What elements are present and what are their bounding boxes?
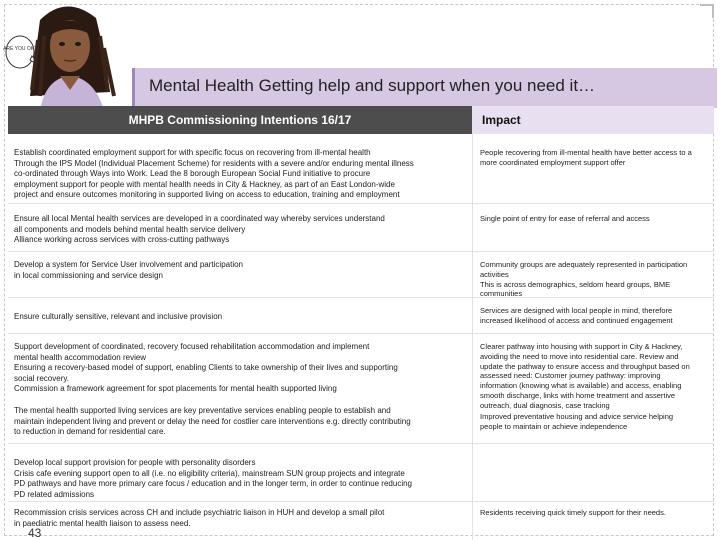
intention-cell: Recommission crisis services across CH and include psychiatric liaison in HUH and develop a small pilot in paediatric mental health liaison to assess need. bbox=[14, 508, 385, 528]
impact-cell: Services are designed with local people in mind, therefore increased likelihood of access and continued engagement bbox=[480, 306, 673, 325]
table-row bbox=[8, 444, 714, 502]
impact-cell: Residents receiving quick timely support for their needs. bbox=[480, 508, 666, 517]
impact-cell: Clearer pathway into housing with support in City & Hackney, avoiding the need to move into residential care. Review and update the pathway to ensure access and throughput based on assessed need: Customer journey pathway: improving information (knowing what is available) and access, enabling smooth discharge, links with home treatment and assertive outreach, dual diagnosis, case tracking bbox=[480, 342, 690, 410]
impact-cell: Improved preventative housing and advice service helping people to maintain or achieve independence bbox=[480, 412, 674, 431]
table-header bbox=[8, 106, 714, 134]
intention-cell: Ensure all local Mental health services are developed in a coordinated way whereby services understand all components and models behind mental health service delivery Alliance working across services with cross-cutting pathways bbox=[14, 214, 385, 244]
impact-cell: Community groups are adequately represented in participation activities This is across demographics, seldom heard groups, BME communities bbox=[480, 260, 688, 299]
corner-mark bbox=[700, 4, 714, 18]
sticker-text: ARE YOU OK? bbox=[3, 46, 37, 52]
table-row bbox=[8, 204, 714, 252]
impact-cell: People recovering from ill-mental health have better access to a more coordinated employment support offer bbox=[480, 148, 692, 167]
person-icon bbox=[30, 6, 114, 110]
intention-cell: Develop a system for Service User involvement and participation in local commissioning and service design bbox=[14, 260, 243, 280]
page-number: 43 bbox=[28, 526, 42, 540]
intention-cell: Support development of coordinated, recovery focused rehabilitation accommodation and implement mental health accommodation review Ensuring a recovery-based model of support, enabling Clients to take ownership of their lives and supporting social recovery. Commission a framework agreement for spot placements for mental health supported living bbox=[14, 342, 398, 393]
table-body bbox=[8, 134, 714, 540]
illustration bbox=[0, 0, 140, 110]
header-intentions: MHPB Commissioning Intentions 16/17 bbox=[8, 106, 472, 134]
intention-cell: Develop local support provision for people with personality disorders Crisis cafe evening support open to all (i.e. no eligibility criteria), mainstream SUN group projects and integrate PD pathways and have more primary care focus / education and in the longer term, in order to continue reducing PD related admissions bbox=[14, 458, 412, 499]
commissioning-table bbox=[8, 106, 714, 540]
intention-cell: Ensure culturally sensitive, relevant and inclusive provision bbox=[14, 312, 223, 321]
table-row bbox=[8, 252, 714, 298]
table-row bbox=[8, 298, 714, 334]
intention-cell: The mental health supported living services are key preventative services enabling people to establish and maintain independent living and prevent or delay the need for costlier care interventions e.g. directly contributing to reduction in demand for residential care. bbox=[14, 406, 411, 436]
intention-cell: Establish coordinated employment support for with specific focus on recovering from ill-mental health Through the IPS Model (Individual Placement Scheme) for residents with a severe and/or enduring mental illness co-ordinated through Ways into Work. Lead the 8 borough European Social Fund initiative to procure employment support for people with mental health needs in City & Hackney, as part of an East London-wide project and ensure outcomes monitoring in supported living on access to education, training and employment bbox=[14, 148, 414, 199]
page-title: Mental Health Getting help and support when you need it… bbox=[149, 76, 596, 95]
impact-cell: Single point of entry for ease of referral and access bbox=[480, 214, 650, 223]
header-impact: Impact bbox=[472, 106, 714, 134]
table-row bbox=[8, 502, 714, 540]
table-row bbox=[8, 134, 714, 204]
table-row bbox=[8, 334, 714, 444]
title-banner bbox=[132, 68, 717, 108]
